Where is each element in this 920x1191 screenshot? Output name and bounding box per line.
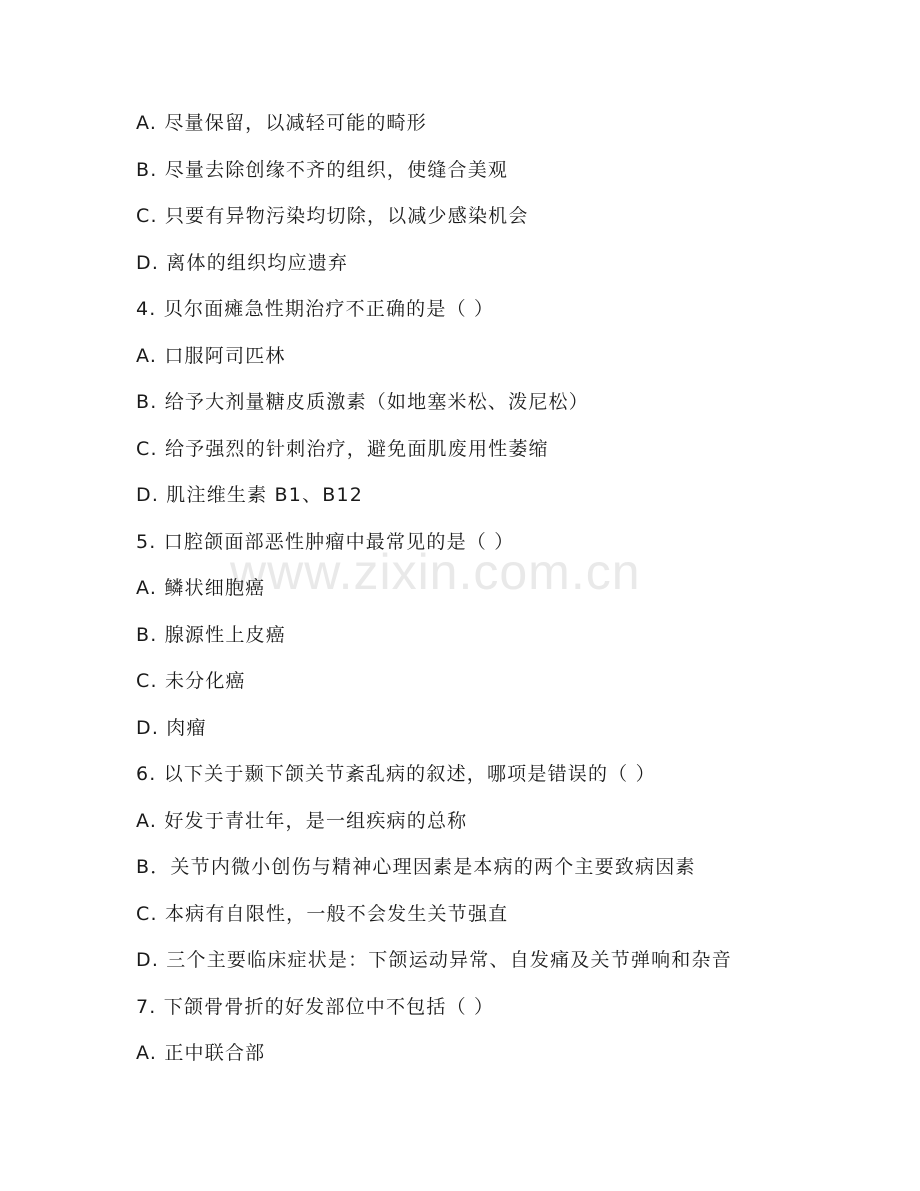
option-c-line: C. 只要有异物污染均切除，以减少感染机会 bbox=[136, 205, 529, 227]
q6-option-c: C. 本病有自限性，一般不会发生关节强直 bbox=[136, 902, 509, 925]
q6-option-b: B．关节内微小创伤与精神心理因素是本病的两个主要致病因素 bbox=[136, 856, 696, 878]
q5-option-c: C. 未分化癌 bbox=[136, 670, 246, 692]
question-5: 5. 口腔颌面部恶性肿瘤中最常见的是（ ） bbox=[136, 530, 515, 553]
question-6: 6. 以下关于颞下颌关节紊乱病的叙述，哪项是错误的（ ） bbox=[136, 763, 656, 785]
option-a-line: A. 尽量保留，以减轻可能的畸形 bbox=[136, 112, 427, 134]
watermark: www.zixin.com.cn bbox=[230, 544, 641, 600]
q7-option-a: A. 正中联合部 bbox=[136, 1042, 266, 1064]
q4-option-a: A. 口服阿司匹林 bbox=[136, 344, 286, 367]
q4-option-b: B. 给予大剂量糖皮质激素（如地塞米松、泼尼松） bbox=[136, 391, 589, 413]
q5-option-a: A. 鳞状细胞癌 bbox=[136, 577, 266, 599]
question-4: 4. 贝尔面瘫急性期治疗不正确的是（ ） bbox=[136, 298, 495, 320]
q4-option-d: D. 肌注维生素 B1、B12 bbox=[136, 484, 364, 506]
q4-option-c: C. 给予强烈的针刺治疗，避免面肌废用性萎缩 bbox=[136, 437, 549, 460]
option-d-line: D. 离体的组织均应遗弃 bbox=[136, 251, 349, 274]
option-b-line: B. 尽量去除创缘不齐的组织，使缝合美观 bbox=[136, 158, 509, 181]
question-text bbox=[136, 108, 836, 1085]
question-7: 7. 下颌骨骨折的好发部位中不包括（ ） bbox=[136, 995, 495, 1018]
q6-option-a: A. 好发于青壮年，是一组疾病的总称 bbox=[136, 809, 468, 832]
q5-option-d: D. 肉瘤 bbox=[136, 716, 207, 739]
q5-option-b: B. 腺源性上皮癌 bbox=[136, 623, 286, 646]
q6-option-d: D. 三个主要临床症状是：下颌运动异常、自发痛及关节弹响和杂音 bbox=[136, 949, 732, 971]
